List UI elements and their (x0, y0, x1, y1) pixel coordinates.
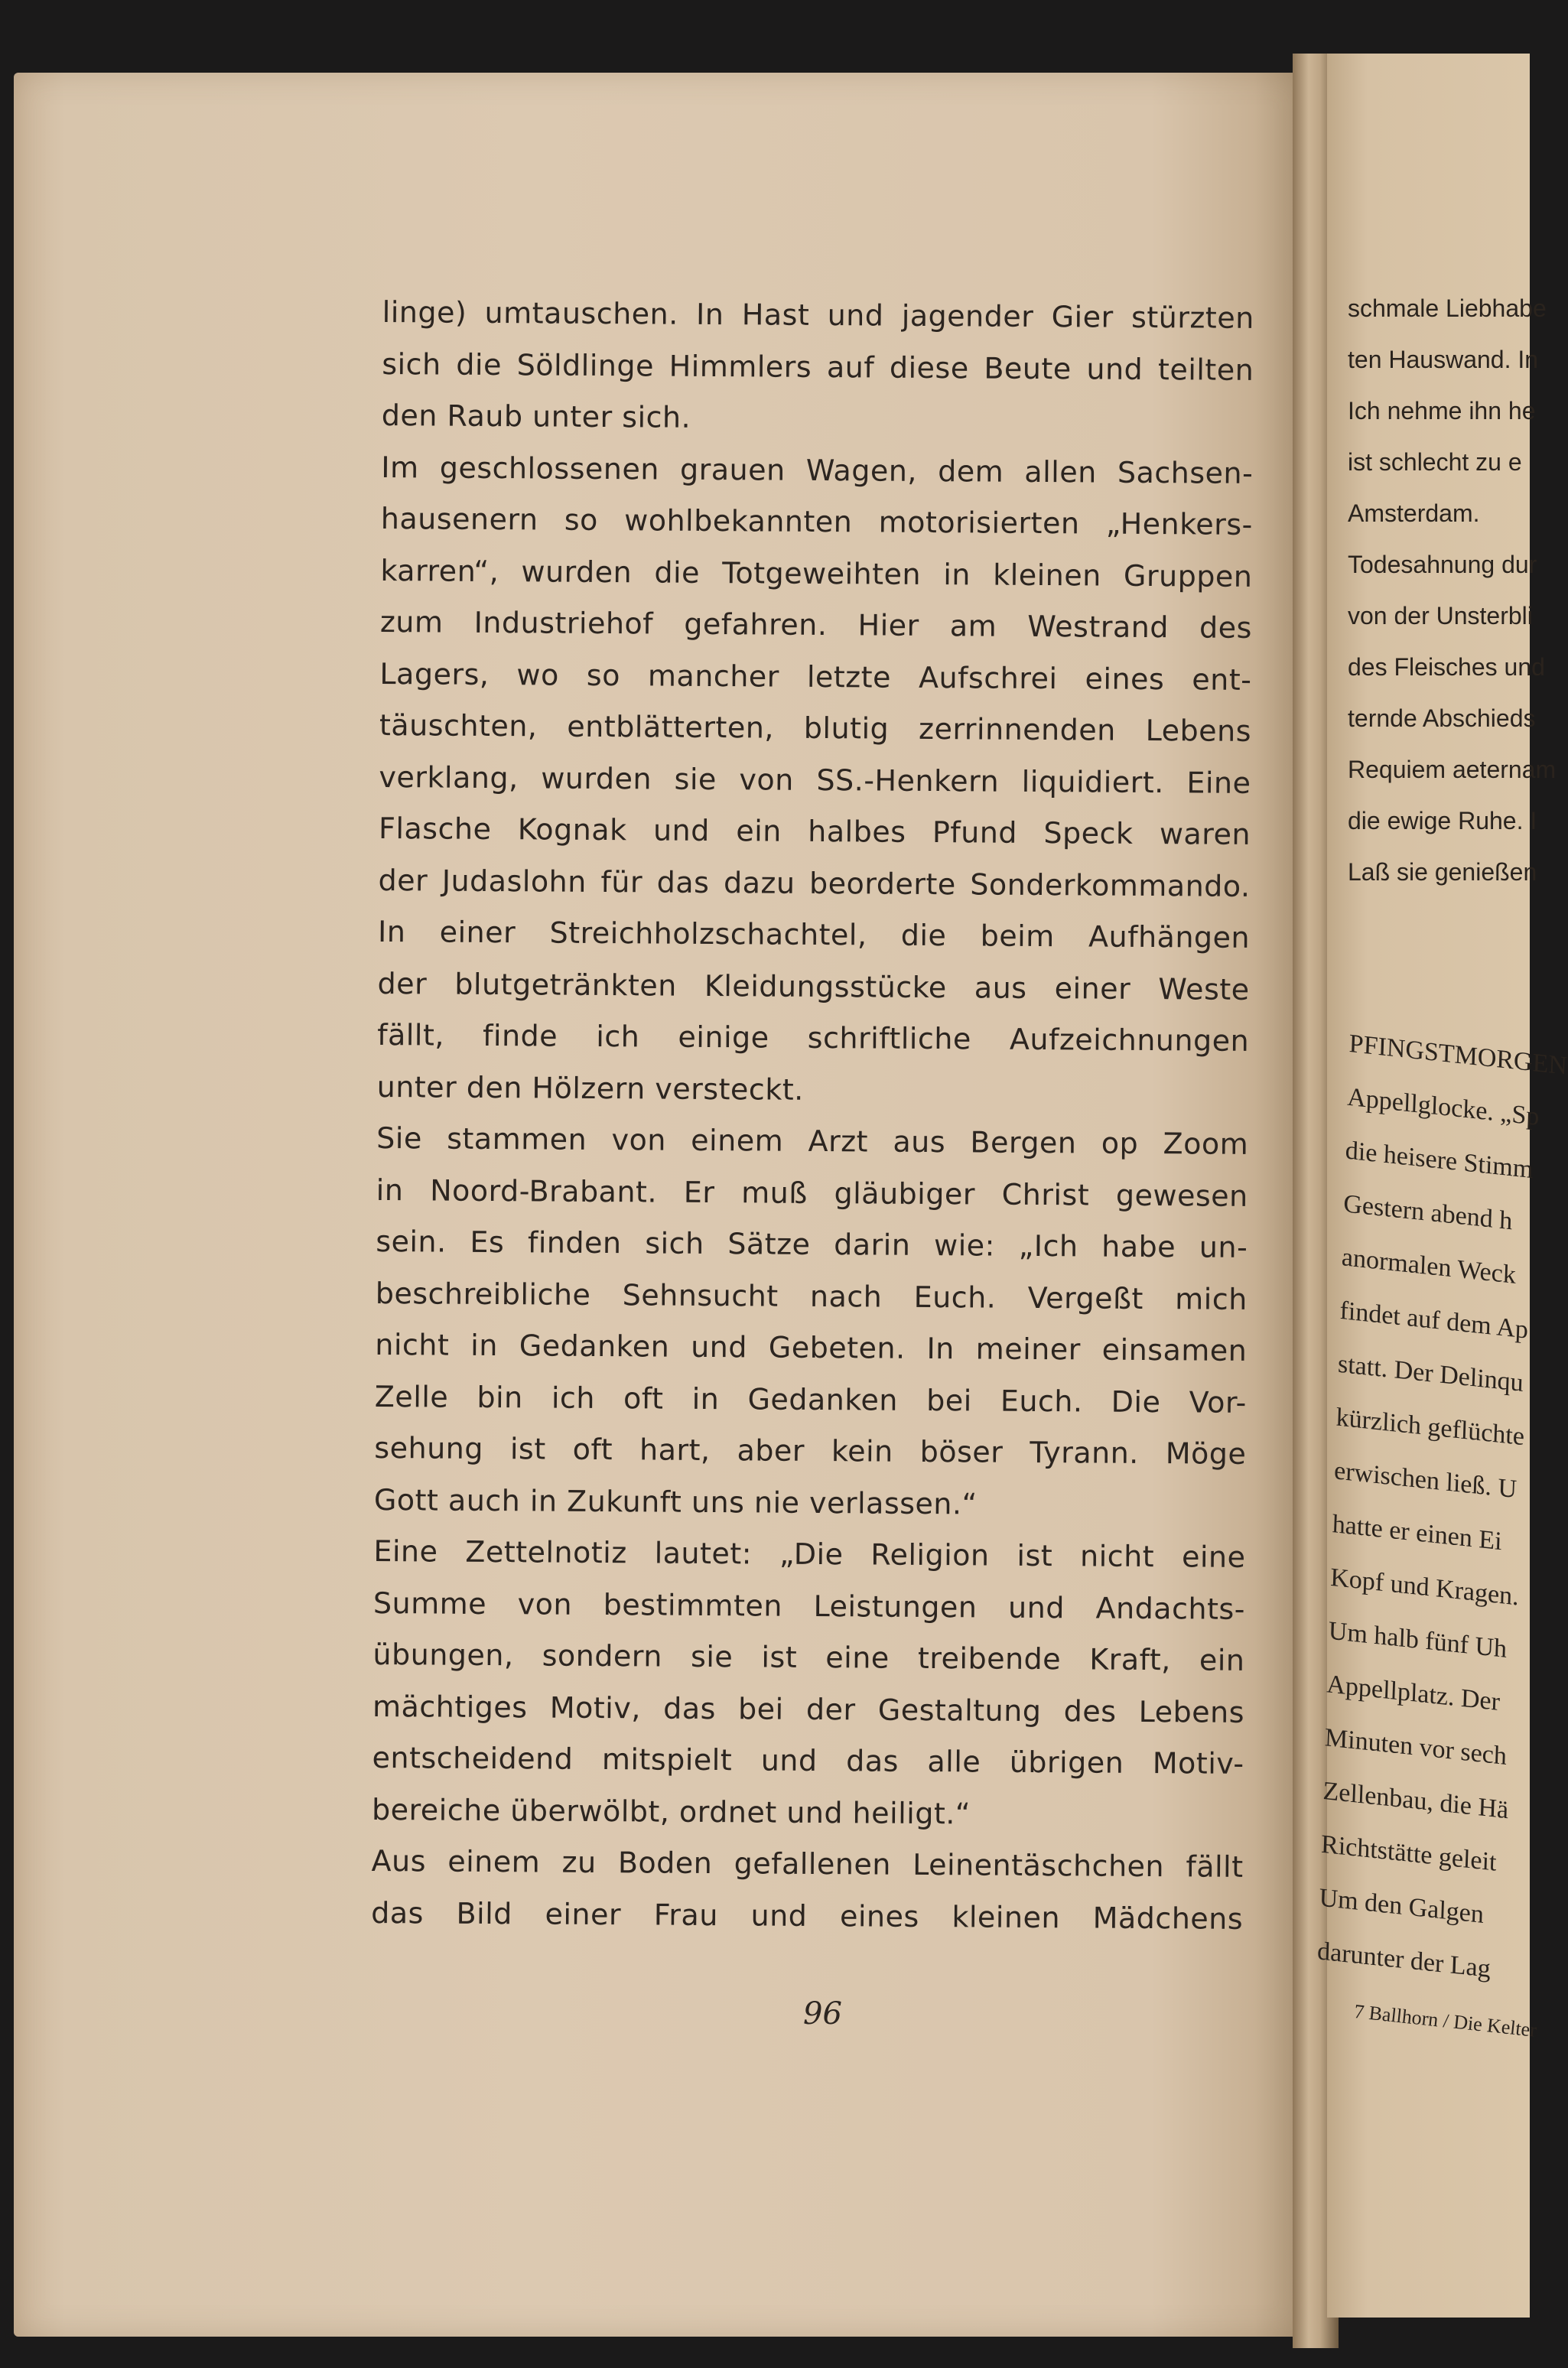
text-line: Flasche Kognak und ein halbes Pfund Speck waren (378, 811, 1251, 851)
text-line: in Noord-Brabant. Er muß gläubiger Christ gewesen (376, 1173, 1248, 1213)
text-line: sich die Söldlinge Himmlers auf diese Beute und teilten (382, 346, 1254, 387)
text-line: Aus einem zu Boden gefallenen Leinentäschchen fällt (371, 1843, 1244, 1884)
text-line: Richtstätte geleit (1320, 1830, 1498, 1877)
right-page-upper-text (1348, 283, 1557, 898)
text-line: karren“, wurden die Totgeweihten in kleinen Gruppen (380, 553, 1253, 594)
text-line: Laß sie genießen (1348, 858, 1537, 886)
text-line: anormalen Weck (1341, 1243, 1517, 1290)
text-line: schmale Liebhabe (1348, 294, 1547, 322)
text-line: täuschten, entblätterten, blutig zerrinnenden Lebens (379, 707, 1252, 748)
text-line: Um halb fünf Uh (1328, 1616, 1508, 1664)
text-line: übungen, sondern sie ist eine treibende Kraft, ein (372, 1637, 1245, 1677)
text-line: erwischen ließ. U (1333, 1456, 1518, 1504)
text-line: statt. Der Delinqu (1337, 1349, 1524, 1397)
text-line: sehung ist oft hart, aber kein böser Tyrann. Möge (374, 1430, 1247, 1471)
text-line: fällt, finde ich einige schriftliche Aufzeichnungen (377, 1017, 1250, 1058)
text-line: den Raub unter sich. (381, 398, 691, 434)
text-line: der Judaslohn für das dazu beorderte Sonderkommando. (378, 863, 1251, 903)
text-line: sein. Es finden sich Sätze darin wie: „Ich habe un- (376, 1224, 1248, 1264)
text-line: In einer Streichholzschachtel, die beim Aufhängen (377, 914, 1251, 955)
right-page-footnote: 7 Ballhorn / Die Kelter (1352, 2000, 1538, 2041)
text-line: linge) umtauschen. In Hast und jagender Gier stürzten (382, 294, 1254, 335)
text-line: Sie stammen von einem Arzt aus Bergen op Zoom (376, 1121, 1249, 1161)
text-line: Lagers, wo so mancher letzte Aufschrei eines ent- (379, 656, 1252, 697)
text-line: Summe von bestimmten Leistungen und Andachts- (372, 1586, 1246, 1626)
text-line: von der Unsterbli (1348, 602, 1533, 629)
text-line: Amsterdam. (1348, 499, 1480, 527)
text-line: Gott auch in Zukunft uns nie verlassen.“ (373, 1482, 978, 1521)
right-page-lower-text (1313, 1017, 1568, 2082)
text-line: verklang, wurden sie von SS.-Henkern liquidiert. Eine (379, 760, 1251, 800)
text-line: hausenern so wohlbekannten motorisierten „Henkers- (380, 501, 1254, 542)
text-line: Zelle bin ich oft in Gedanken bei Euch. Die Vor- (374, 1379, 1247, 1420)
text-line: Requiem aeternam (1348, 756, 1557, 783)
text-line: Gestern abend h (1342, 1189, 1513, 1236)
text-line: darunter der Lag (1316, 1937, 1492, 1983)
text-line: hatte er einen Ei (1332, 1510, 1503, 1556)
text-line: das Bild einer Frau und eines kleinen Mädchens (371, 1895, 1244, 1936)
text-line: Zellenbau, die Hä (1322, 1776, 1509, 1825)
text-line: ten Hauswand. In (1348, 346, 1539, 373)
text-line: mächtiges Motiv, das bei der Gestaltung des Lebens (372, 1689, 1245, 1729)
text-line: Im geschlossenen grauen Wagen, dem allen Sachsen- (381, 450, 1254, 490)
page-number: 96 (803, 1996, 842, 2031)
text-line: Todesahnung dur (1348, 551, 1537, 578)
text-line: Minuten vor sech (1324, 1723, 1508, 1771)
text-line: die ewige Ruhe. I (1348, 807, 1537, 834)
text-line: nicht in Gedanken und Gebeten. In meiner einsamen (375, 1327, 1248, 1368)
text-line: Um den Galgen (1319, 1883, 1485, 1929)
left-page-body-text (371, 287, 1254, 1945)
text-line: findet auf dem Ap (1339, 1296, 1529, 1345)
text-line: Eine Zettelnotiz lautet: „Die Religion ist nicht eine (373, 1534, 1246, 1574)
text-line: ternde Abschieds (1348, 704, 1536, 732)
text-line: entscheidend mitspielt und das alle übrigen Motiv- (372, 1740, 1244, 1781)
text-line: des Fleisches und (1348, 653, 1545, 681)
text-line: Kopf und Kragen. (1329, 1563, 1520, 1612)
text-line: Appellplatz. Der (1326, 1670, 1501, 1717)
text-line: Ich nehme ihn he (1348, 397, 1536, 424)
text-line: unter den Hölzern versteckt. (376, 1069, 804, 1107)
text-line: die heisere Stimm (1345, 1136, 1534, 1185)
text-line: Appellglocke. „Sp (1346, 1082, 1540, 1131)
text-line: bereiche überwölbt, ordnet und heiligt.“ (371, 1792, 971, 1830)
section-heading: PFINGSTMORGEN (1348, 1029, 1568, 1081)
text-line: zum Industriehof gefahren. Hier am Westrand des (379, 604, 1253, 645)
text-line: kürzlich geflüchte (1335, 1403, 1525, 1452)
text-line: der blutgetränkten Kleidungsstücke aus einer Weste (377, 966, 1250, 1007)
text-line: ist schlecht zu e (1348, 448, 1522, 476)
text-line: beschreibliche Sehnsucht nach Euch. Vergeßt mich (375, 1276, 1248, 1316)
